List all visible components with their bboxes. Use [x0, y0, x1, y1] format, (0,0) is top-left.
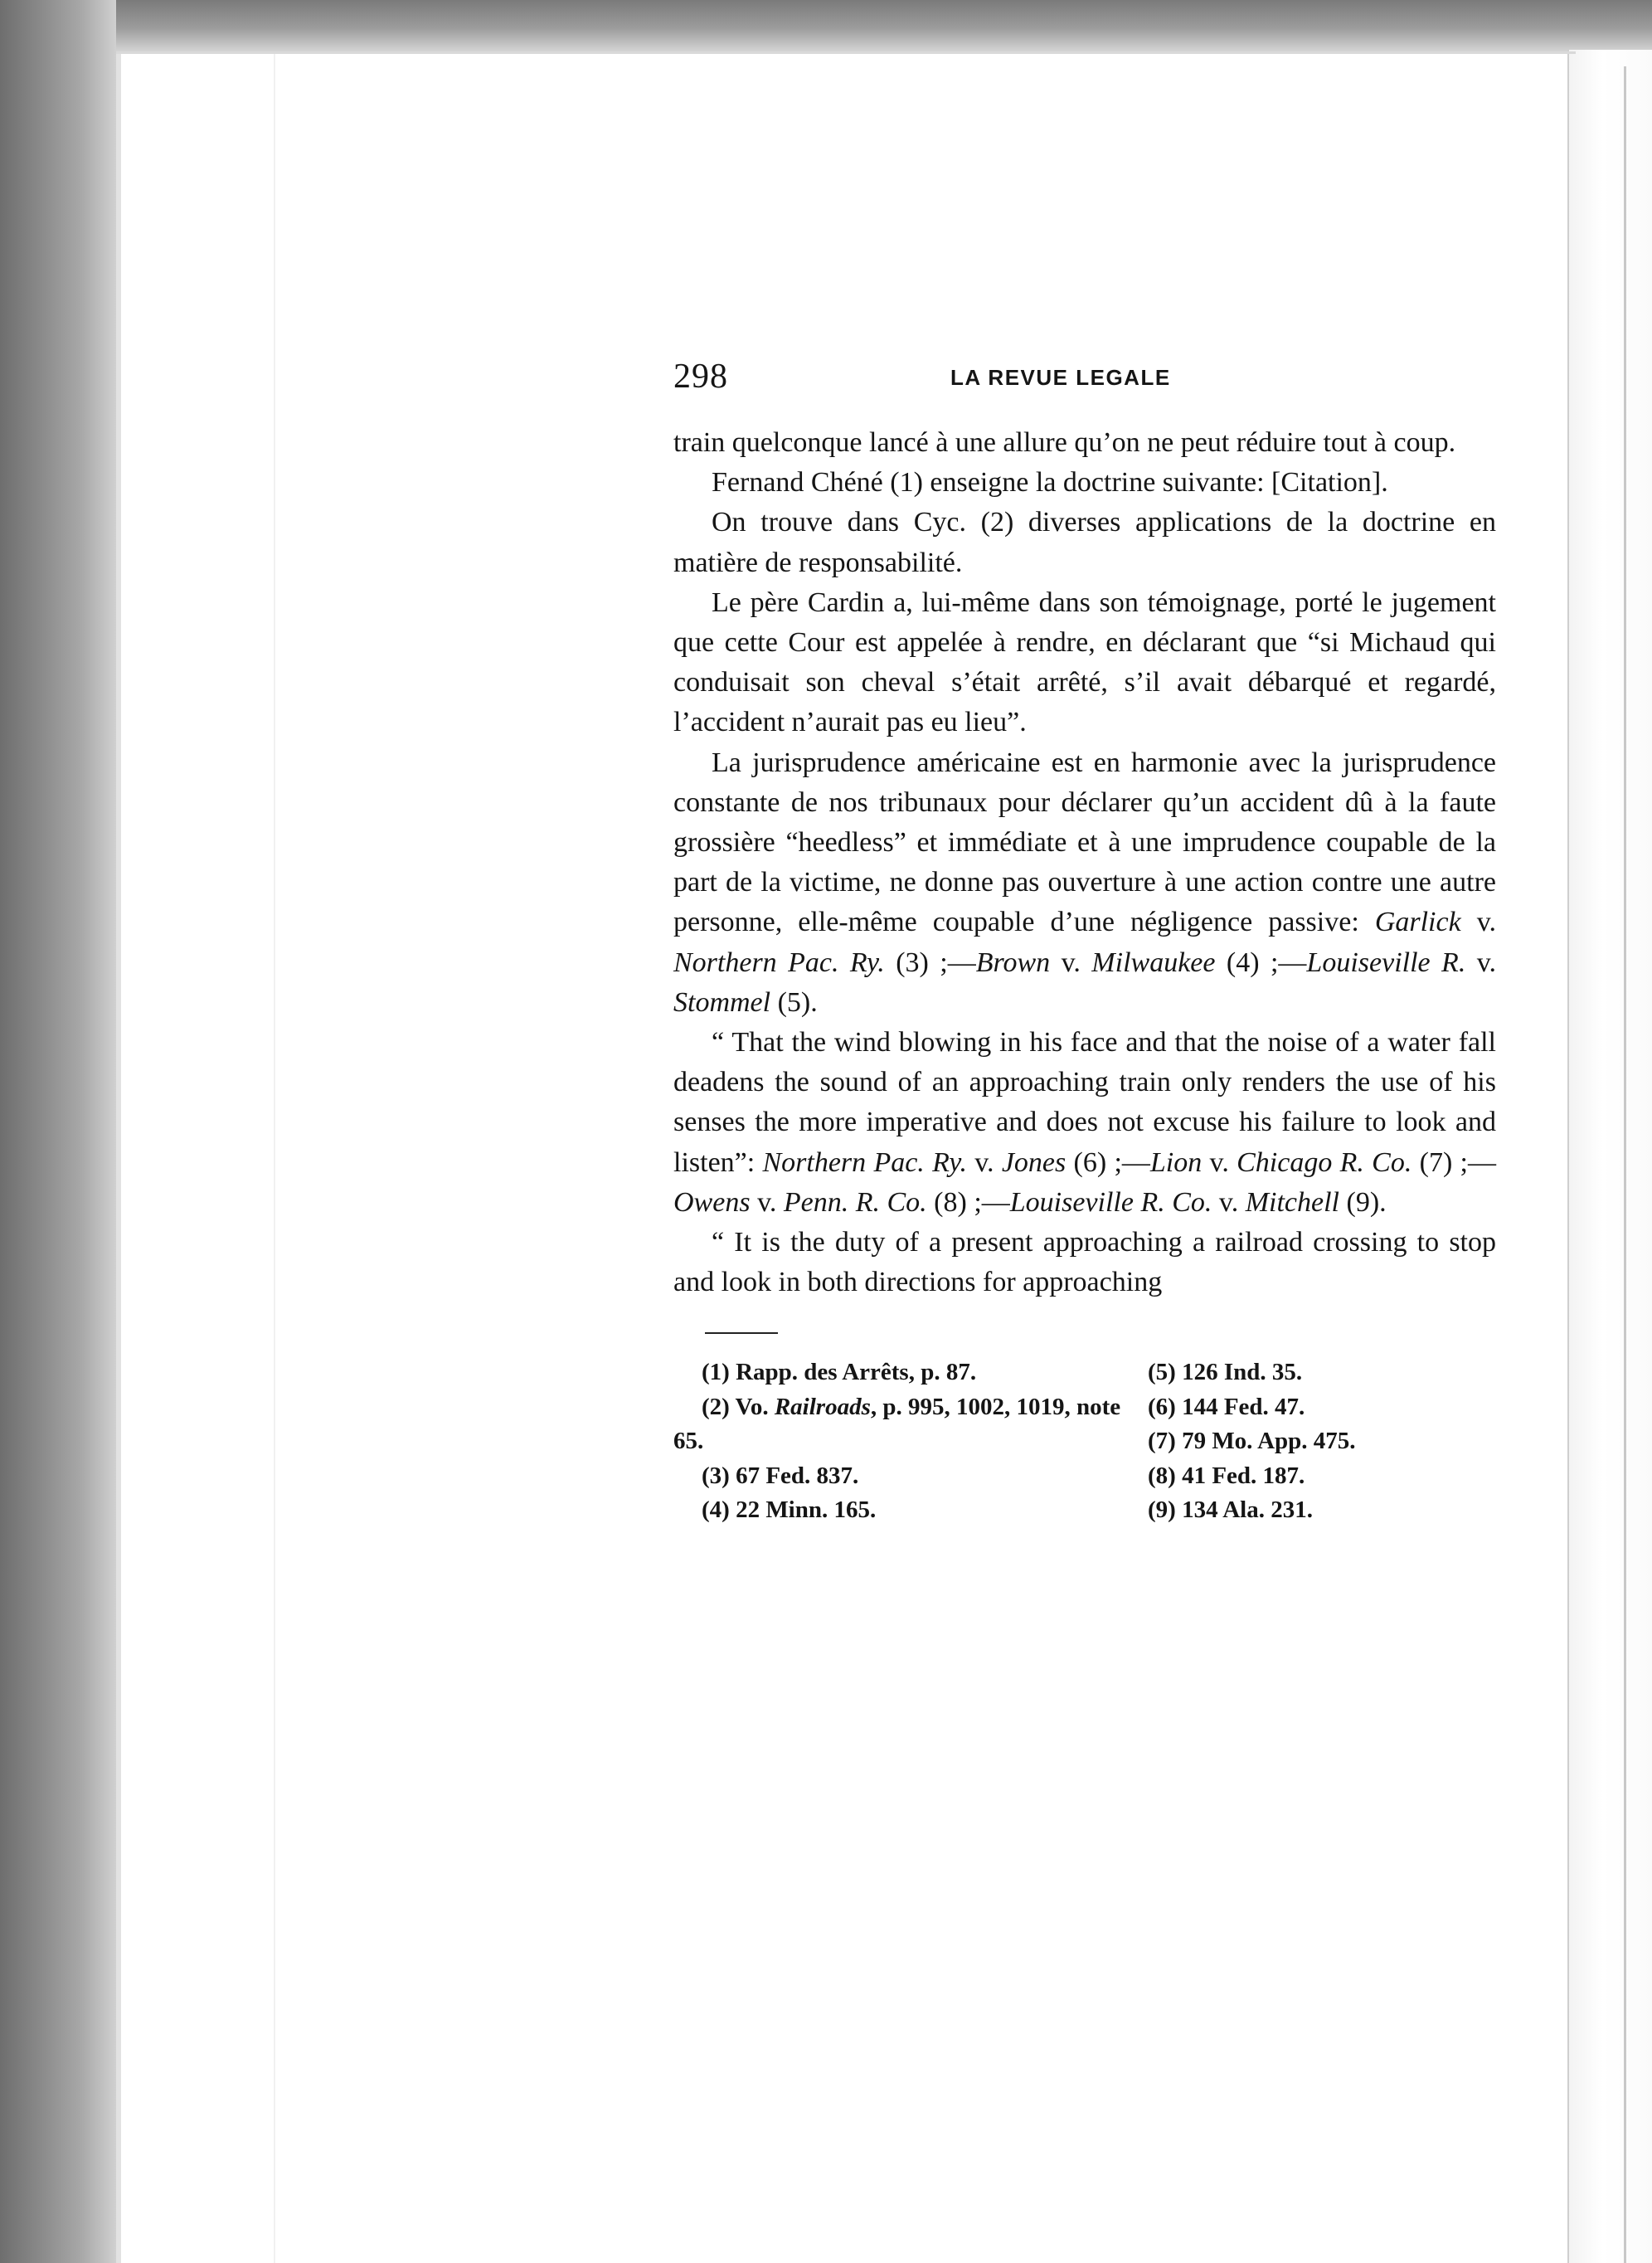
footnote-6: (6) 144 Fed. 47.	[1148, 1393, 1305, 1420]
footnotes-right-column	[1148, 1355, 1496, 1528]
footnotes-left-column	[673, 1355, 1121, 1528]
scan-left-border	[0, 0, 116, 2263]
case-name: Louiseville R. Co.	[1009, 1186, 1212, 1218]
case-sep: v.	[750, 1186, 784, 1218]
footnote-5: (5) 126 Ind. 35.	[1148, 1359, 1303, 1386]
case-name: Northern Pac. Ry.	[673, 947, 885, 978]
case-sep: (8) ;—	[926, 1186, 1010, 1218]
footnote-8: (8) 41 Fed. 187.	[1148, 1462, 1305, 1489]
page-top-edge	[116, 51, 1576, 54]
case-name: Lion	[1149, 1146, 1203, 1178]
case-sep: (7) ;—	[1411, 1146, 1496, 1178]
case-name: Jones	[1001, 1146, 1067, 1178]
text-column	[673, 357, 1496, 1528]
paragraph-7: “ It is the duty of a present approaching a railroad crossing to stop and look in both directions for approaching	[673, 1227, 1496, 1298]
paragraph-2: Fernand Chéné (1) enseigne la doctrine suivante: [Citation].	[712, 467, 1388, 499]
paragraph-3: On trouve dans Cyc. (2) diverses applications de la doctrine en matière de responsabilité.	[673, 507, 1496, 578]
case-sep: (4) ;—	[1215, 947, 1307, 978]
case-sep: v.	[1212, 1186, 1246, 1218]
case-name: Louiseville R.	[1306, 947, 1466, 978]
scan-gutter-line	[1624, 66, 1626, 2263]
case-name: Owens	[673, 1186, 751, 1218]
footnote-9: (9) 134 Ala. 231.	[1148, 1496, 1313, 1524]
footnote-2-prefix: (2) Vo.	[702, 1393, 775, 1420]
case-name: Penn. R. Co.	[783, 1186, 927, 1218]
footnote-1: (1) Rapp. des Arrêts, p. 87.	[702, 1359, 977, 1386]
footnote-2-title: Railroads	[774, 1393, 871, 1420]
footnote-4: (4) 22 Minn. 165.	[702, 1496, 877, 1524]
footnotes	[673, 1355, 1496, 1528]
footnote-rule	[705, 1332, 778, 1334]
paragraph-5-text: La jurisprudence américaine est en harmonie avec la jurisprudence constante de nos tribunaux pour déclarer qu’un accident dû à la faute grossière “heedless” et immédiate et à une imprudence coupable de la part de la victime, ne donne pas ouverture à une action contre une autre personne, elle-même coupable d’une négligence passive:	[673, 747, 1496, 938]
page-header	[673, 357, 1496, 406]
case-name: Brown	[975, 947, 1051, 978]
case-name: Garlick	[1374, 907, 1461, 938]
footnote-3: (3) 67 Fed. 837.	[702, 1462, 859, 1489]
case-sep: v.	[1202, 1146, 1237, 1178]
running-title: LA REVUE LEGALE	[950, 365, 1171, 390]
case-sep: v.	[1050, 947, 1092, 978]
case-sep: v.	[1465, 947, 1497, 978]
footnote-2	[673, 1390, 1121, 1459]
body-text	[673, 423, 1496, 1302]
case-name: Mitchell	[1245, 1186, 1340, 1218]
case-name: Chicago R. Co.	[1237, 1146, 1412, 1178]
scan-top-border	[0, 0, 1652, 51]
page-edge	[116, 51, 121, 2263]
case-name: Northern Pac. Ry.	[762, 1146, 967, 1178]
footnote-2-rest: , p. 995, 1002, 1019, note 65.	[673, 1393, 1121, 1455]
scan-right-border	[1567, 50, 1652, 2263]
paragraph-4: Le père Cardin a, lui-même dans son témoignage, porté le jugement que cette Cour est appelée à rendre, en déclarant que “si Michaud qui conduisait son cheval s’était arrêté, s’il avait débarqué et regardé, l’accident n’aurait pas eu lieu”.	[673, 586, 1496, 738]
footnote-7: (7) 79 Mo. App. 475.	[1148, 1428, 1356, 1455]
paragraph-5	[673, 743, 1496, 1023]
case-sep: (3) ;—	[884, 947, 976, 978]
paragraph-6-text: “ That the wind blowing in his face and that the noise of a water fall deadens the sound of an approaching train only renders the use of his senses the more imperative and does not excuse his failure to look and listen”:	[673, 1027, 1496, 1178]
page-inner-edge	[274, 51, 275, 2263]
case-name: Stommel	[673, 986, 771, 1018]
case-sep: (5).	[770, 986, 818, 1018]
case-name: Milwaukee	[1091, 947, 1216, 978]
case-sep: (9).	[1339, 1186, 1387, 1218]
page-number: 298	[673, 358, 728, 396]
paragraph-1: train quelconque lancé à une allure qu’on ne peut réduire tout à coup.	[673, 427, 1456, 458]
case-sep: (6) ;—	[1066, 1146, 1150, 1178]
case-sep: v.	[1460, 907, 1496, 938]
case-sep: v.	[966, 1146, 1002, 1178]
paragraph-6	[673, 1023, 1496, 1223]
